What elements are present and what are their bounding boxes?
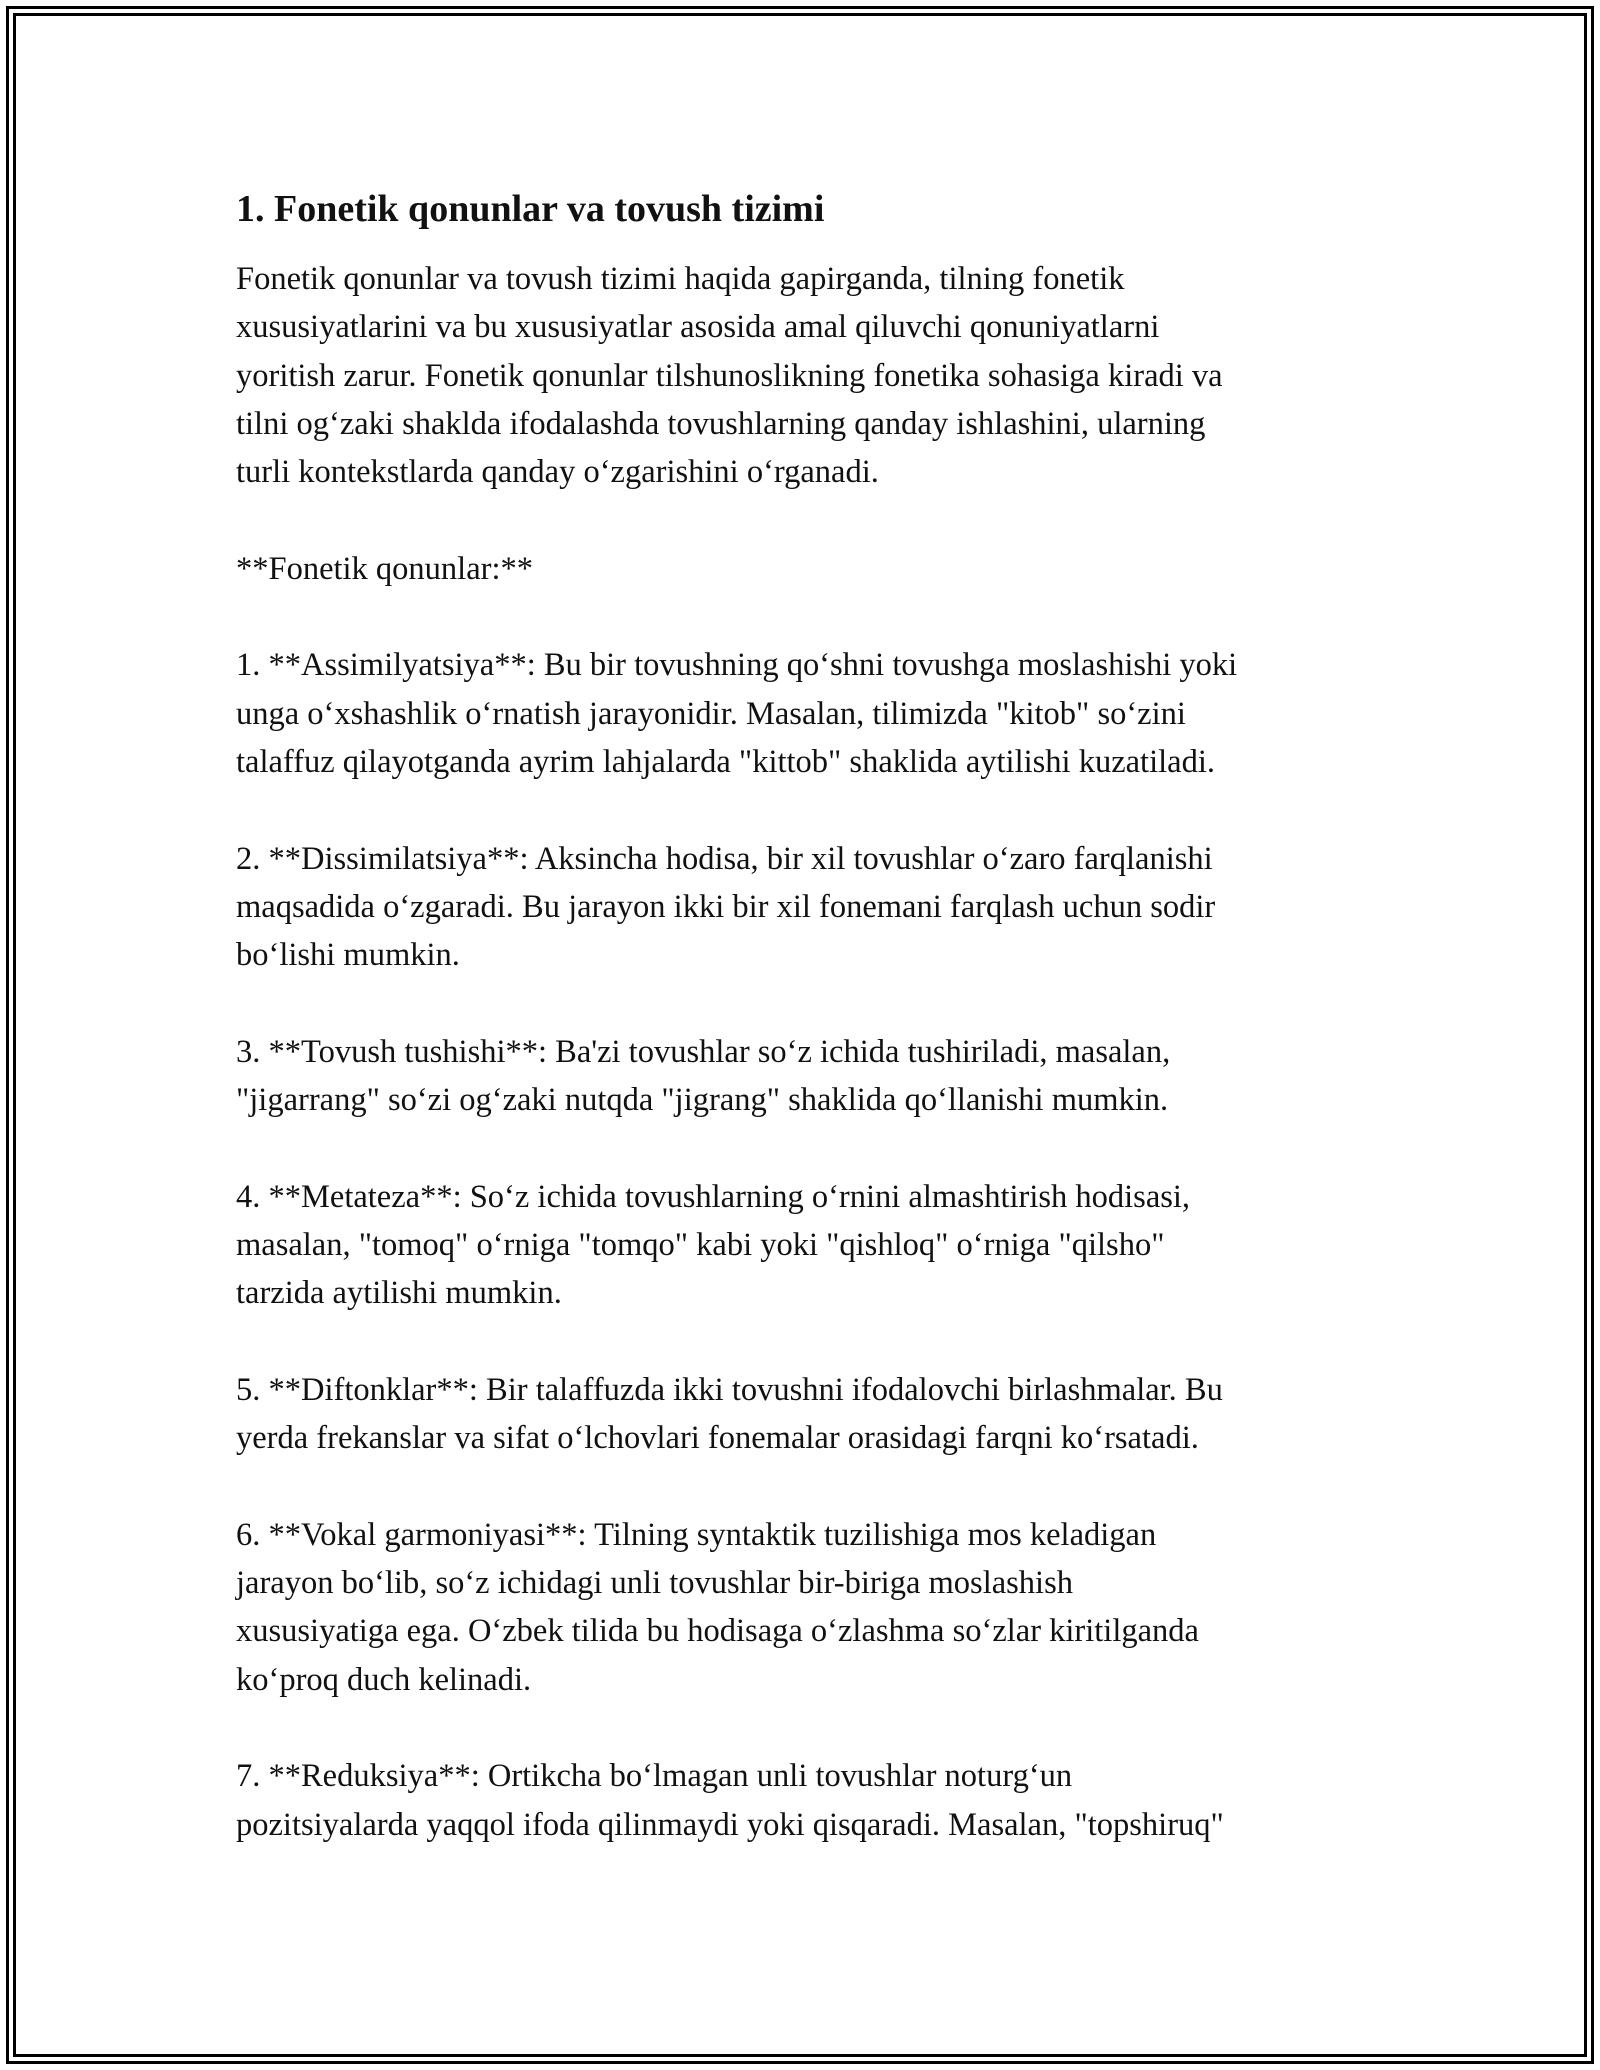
- text-line: 6. **Vokal garmoniyasi**: Tilning syntaktik tuzilishiga mos keladigan: [236, 1516, 1157, 1553]
- paragraph: [236, 1511, 1386, 1704]
- text-line: 1. **Assimilyatsiya**: Bu bir tovushning qo‘shni tovushga moslashishi yoki: [236, 647, 1238, 684]
- paragraph: [236, 641, 1386, 786]
- paragraph: [236, 835, 1386, 980]
- text-line: xususiyatlarini va bu xususiyatlar asosida amal qiluvchi qonuniyatlarni: [236, 309, 1160, 346]
- paragraph: [236, 1752, 1386, 1849]
- text-line: masalan, "tomoq" o‘rniga "tomqo" kabi yoki "qishloq" o‘rniga "qilsho": [236, 1226, 1165, 1263]
- text-line: maqsadida o‘zgaradi. Bu jarayon ikki bir xil fonemani farqlash uchun sodir: [236, 888, 1216, 925]
- text-line: 7. **Reduksiya**: Ortikcha bo‘lmagan unli tovushlar noturg‘un: [236, 1758, 1073, 1795]
- paragraph: [236, 1173, 1386, 1318]
- section-heading: 1. Fonetik qonunlar va tovush tizimi: [236, 188, 825, 230]
- text-line: bo‘lishi mumkin.: [236, 937, 460, 974]
- paragraph-list: [236, 255, 1386, 1849]
- text-line: **Fonetik qonunlar:**: [236, 550, 533, 587]
- text-line: xususiyatiga ega. O‘zbek tilida bu hodisaga o‘zlashma so‘zlar kiritilganda: [236, 1613, 1199, 1650]
- text-line: talaffuz qilayotganda ayrim lahjalarda "kittob" shaklida aytilishi kuzatiladi.: [236, 743, 1215, 780]
- text-line: pozitsiyalarda yaqqol ifoda qilinmaydi yoki qisqaradi. Masalan, "topshiruq": [236, 1806, 1224, 1843]
- paragraph: [236, 255, 1386, 496]
- text-line: "jigarrang" so‘zi og‘zaki nutqda "jigrang" shaklida qo‘llanishi mumkin.: [236, 1082, 1169, 1119]
- paragraph: [236, 1028, 1386, 1125]
- text-line: yerda frekanslar va sifat o‘lchovlari fonemalar orasidagi farqni ko‘rsatadi.: [236, 1420, 1199, 1457]
- text-line: turli kontekstlarda qanday o‘zgarishini o‘rganadi.: [236, 454, 879, 491]
- text-line: tilni og‘zaki shaklda ifodalashda tovushlarning qanday ishlashini, ularning: [236, 405, 1206, 442]
- document-body: [236, 185, 1386, 1897]
- paragraph: [236, 545, 1386, 593]
- text-line: 4. **Metateza**: So‘z ichida tovushlarning o‘rnini almashtirish hodisasi,: [236, 1178, 1191, 1215]
- text-line: Fonetik qonunlar va tovush tizimi haqida gapirganda, tilning fonetik: [236, 261, 1125, 297]
- text-line: unga o‘xshashlik o‘rnatish jarayonidir. Masalan, tilimizda "kitob" so‘zini: [236, 695, 1186, 732]
- paragraph: [236, 1366, 1386, 1463]
- text-line: 5. **Diftonklar**: Bir talaffuzda ikki tovushni ifodalovchi birlashmalar. Bu: [236, 1371, 1223, 1408]
- text-line: tarzida aytilishi mumkin.: [236, 1275, 562, 1312]
- text-line: 3. **Tovush tushishi**: Ba'zi tovushlar so‘z ichida tushiriladi, masalan,: [236, 1033, 1171, 1070]
- text-line: jarayon bo‘lib, so‘z ichidagi unli tovushlar bir-biriga moslashish: [236, 1565, 1073, 1602]
- text-line: yoritish zarur. Fonetik qonunlar tilshunoslikning fonetika sohasiga kiradi va: [236, 357, 1223, 394]
- text-line: ko‘proq duch kelinadi.: [236, 1661, 532, 1698]
- text-line: 2. **Dissimilatsiya**: Aksincha hodisa, bir xil tovushlar o‘zaro farqlanishi: [236, 840, 1213, 877]
